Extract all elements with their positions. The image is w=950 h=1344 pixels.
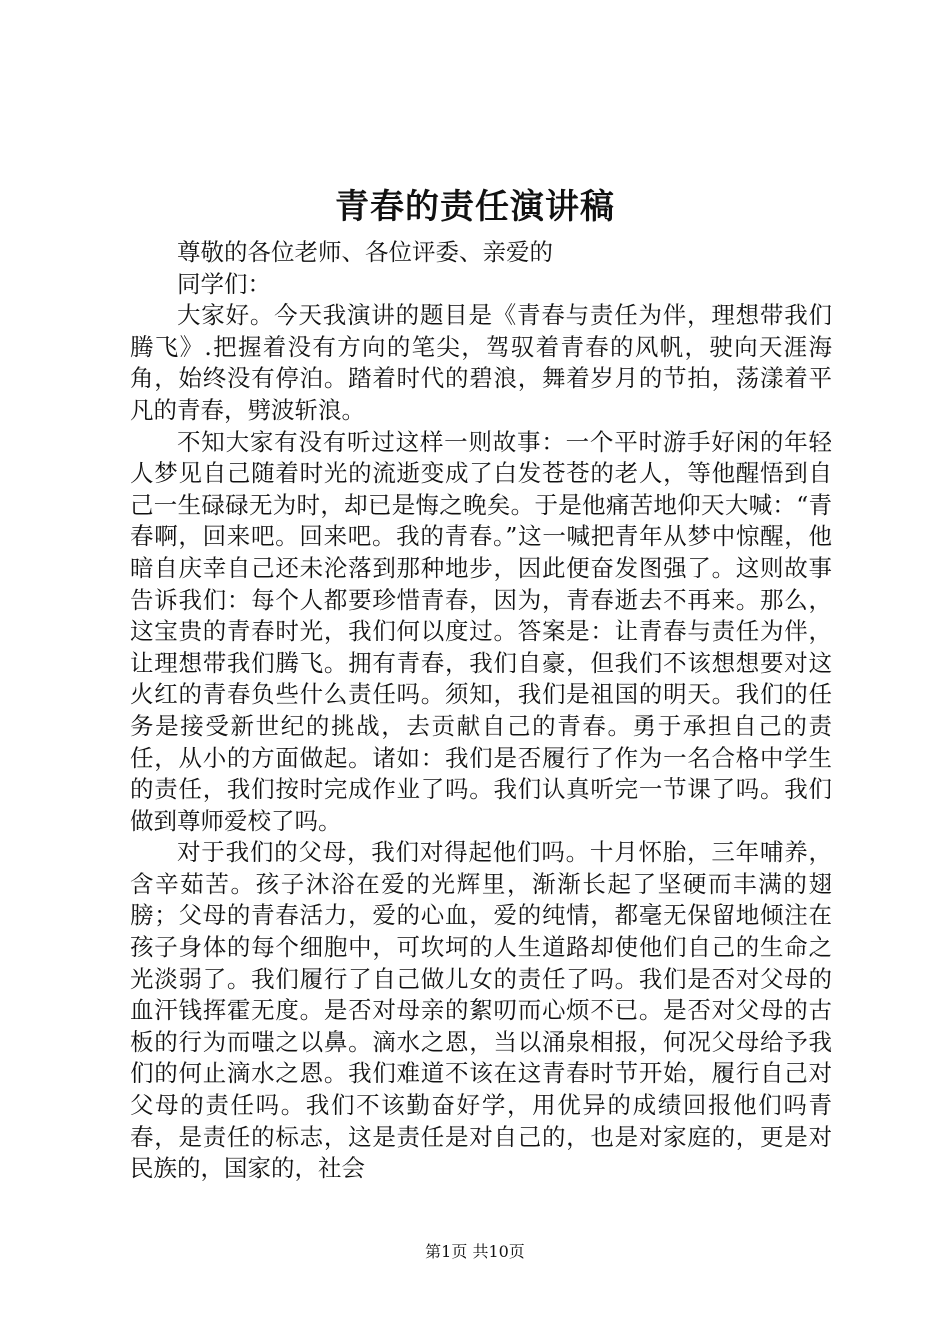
document-body [130, 237, 832, 1185]
paragraph-parents: 对于我们的父母，我们对得起他们吗。十月怀胎，三年哺养，含辛茹苦。孩子沐浴在爱的光辉里，渐渐长起了坚硬而丰满的翅膀；父母的青春活力，爱的心血，爱的纯情，都毫无保留地倾注在孩子身体的每个细胞中，可坎坷的人生道路却使他们自己的生命之光淡弱了。我们履行了自己做儿女的责任了吗。我们是否对父母的血汗钱挥霍无度。是否对母亲的絮叨而心烦不已。是否对父母的古板的行为而嗤之以鼻。滴水之恩，当以涌泉相报，何况父母给予我们的何止滴水之恩。我们难道不该在这青春时节开始，履行自己对父母的责任吗。我们不该勤奋好学，用优异的成绩回报他们吗青春，是责任的标志，这是责任是对自己的，也是对家庭的，更是对民族的，国家的，社会 [130, 838, 832, 1183]
paragraph-intro: 大家好。今天我演讲的题目是《青春与责任为伴，理想带我们腾飞》.把握着没有方向的笔尖，驾驭着青春的风帆，驶向天涯海角，始终没有停泊。踏着时代的碧浪，舞着岁月的节拍，荡漾着平凡的青春，劈波斩浪。 [130, 301, 832, 424]
document-title: 青春的责任演讲稿 [335, 187, 615, 227]
salutation-line-1: 尊敬的各位老师、各位评委、亲爱的 [177, 238, 553, 266]
paragraph-story: 不知大家有没有听过这样一则故事：一个平时游手好闲的年轻人梦见自己随着时光的流逝变成了白发苍苍的老人，等他醒悟到自己一生碌碌无为时，却已是悔之晚矣。于是他痛苦地仰天大喊：“青春啊，回来吧。回来吧。我的青春。”这一喊把青年从梦中惊醒，他暗自庆幸自己还未沦落到那种地步，因此便奋发图强了。这则故事告诉我们：每个人都要珍惜青春，因为，青春逝去不再来。那么，这宝贵的青春时光，我们何以度过。答案是：让青春与责任为伴，让理想带我们腾飞。拥有青春，我们自豪，但我们不该想想要对这火红的青春负些什么责任吗。须知，我们是祖国的明天。我们的任务是接受新世纪的挑战，去贡献自己的青春。勇于承担自己的责任，从小的方面做起。诸如：我们是否履行了作为一名合格中学生的责任，我们按时完成作业了吗。我们认真听完一节课了吗。我们做到尊师爱校了吗。 [130, 427, 832, 835]
page-footer: 第1页 共10页 [425, 1242, 525, 1261]
salutation-line-2: 同学们： [177, 269, 271, 298]
